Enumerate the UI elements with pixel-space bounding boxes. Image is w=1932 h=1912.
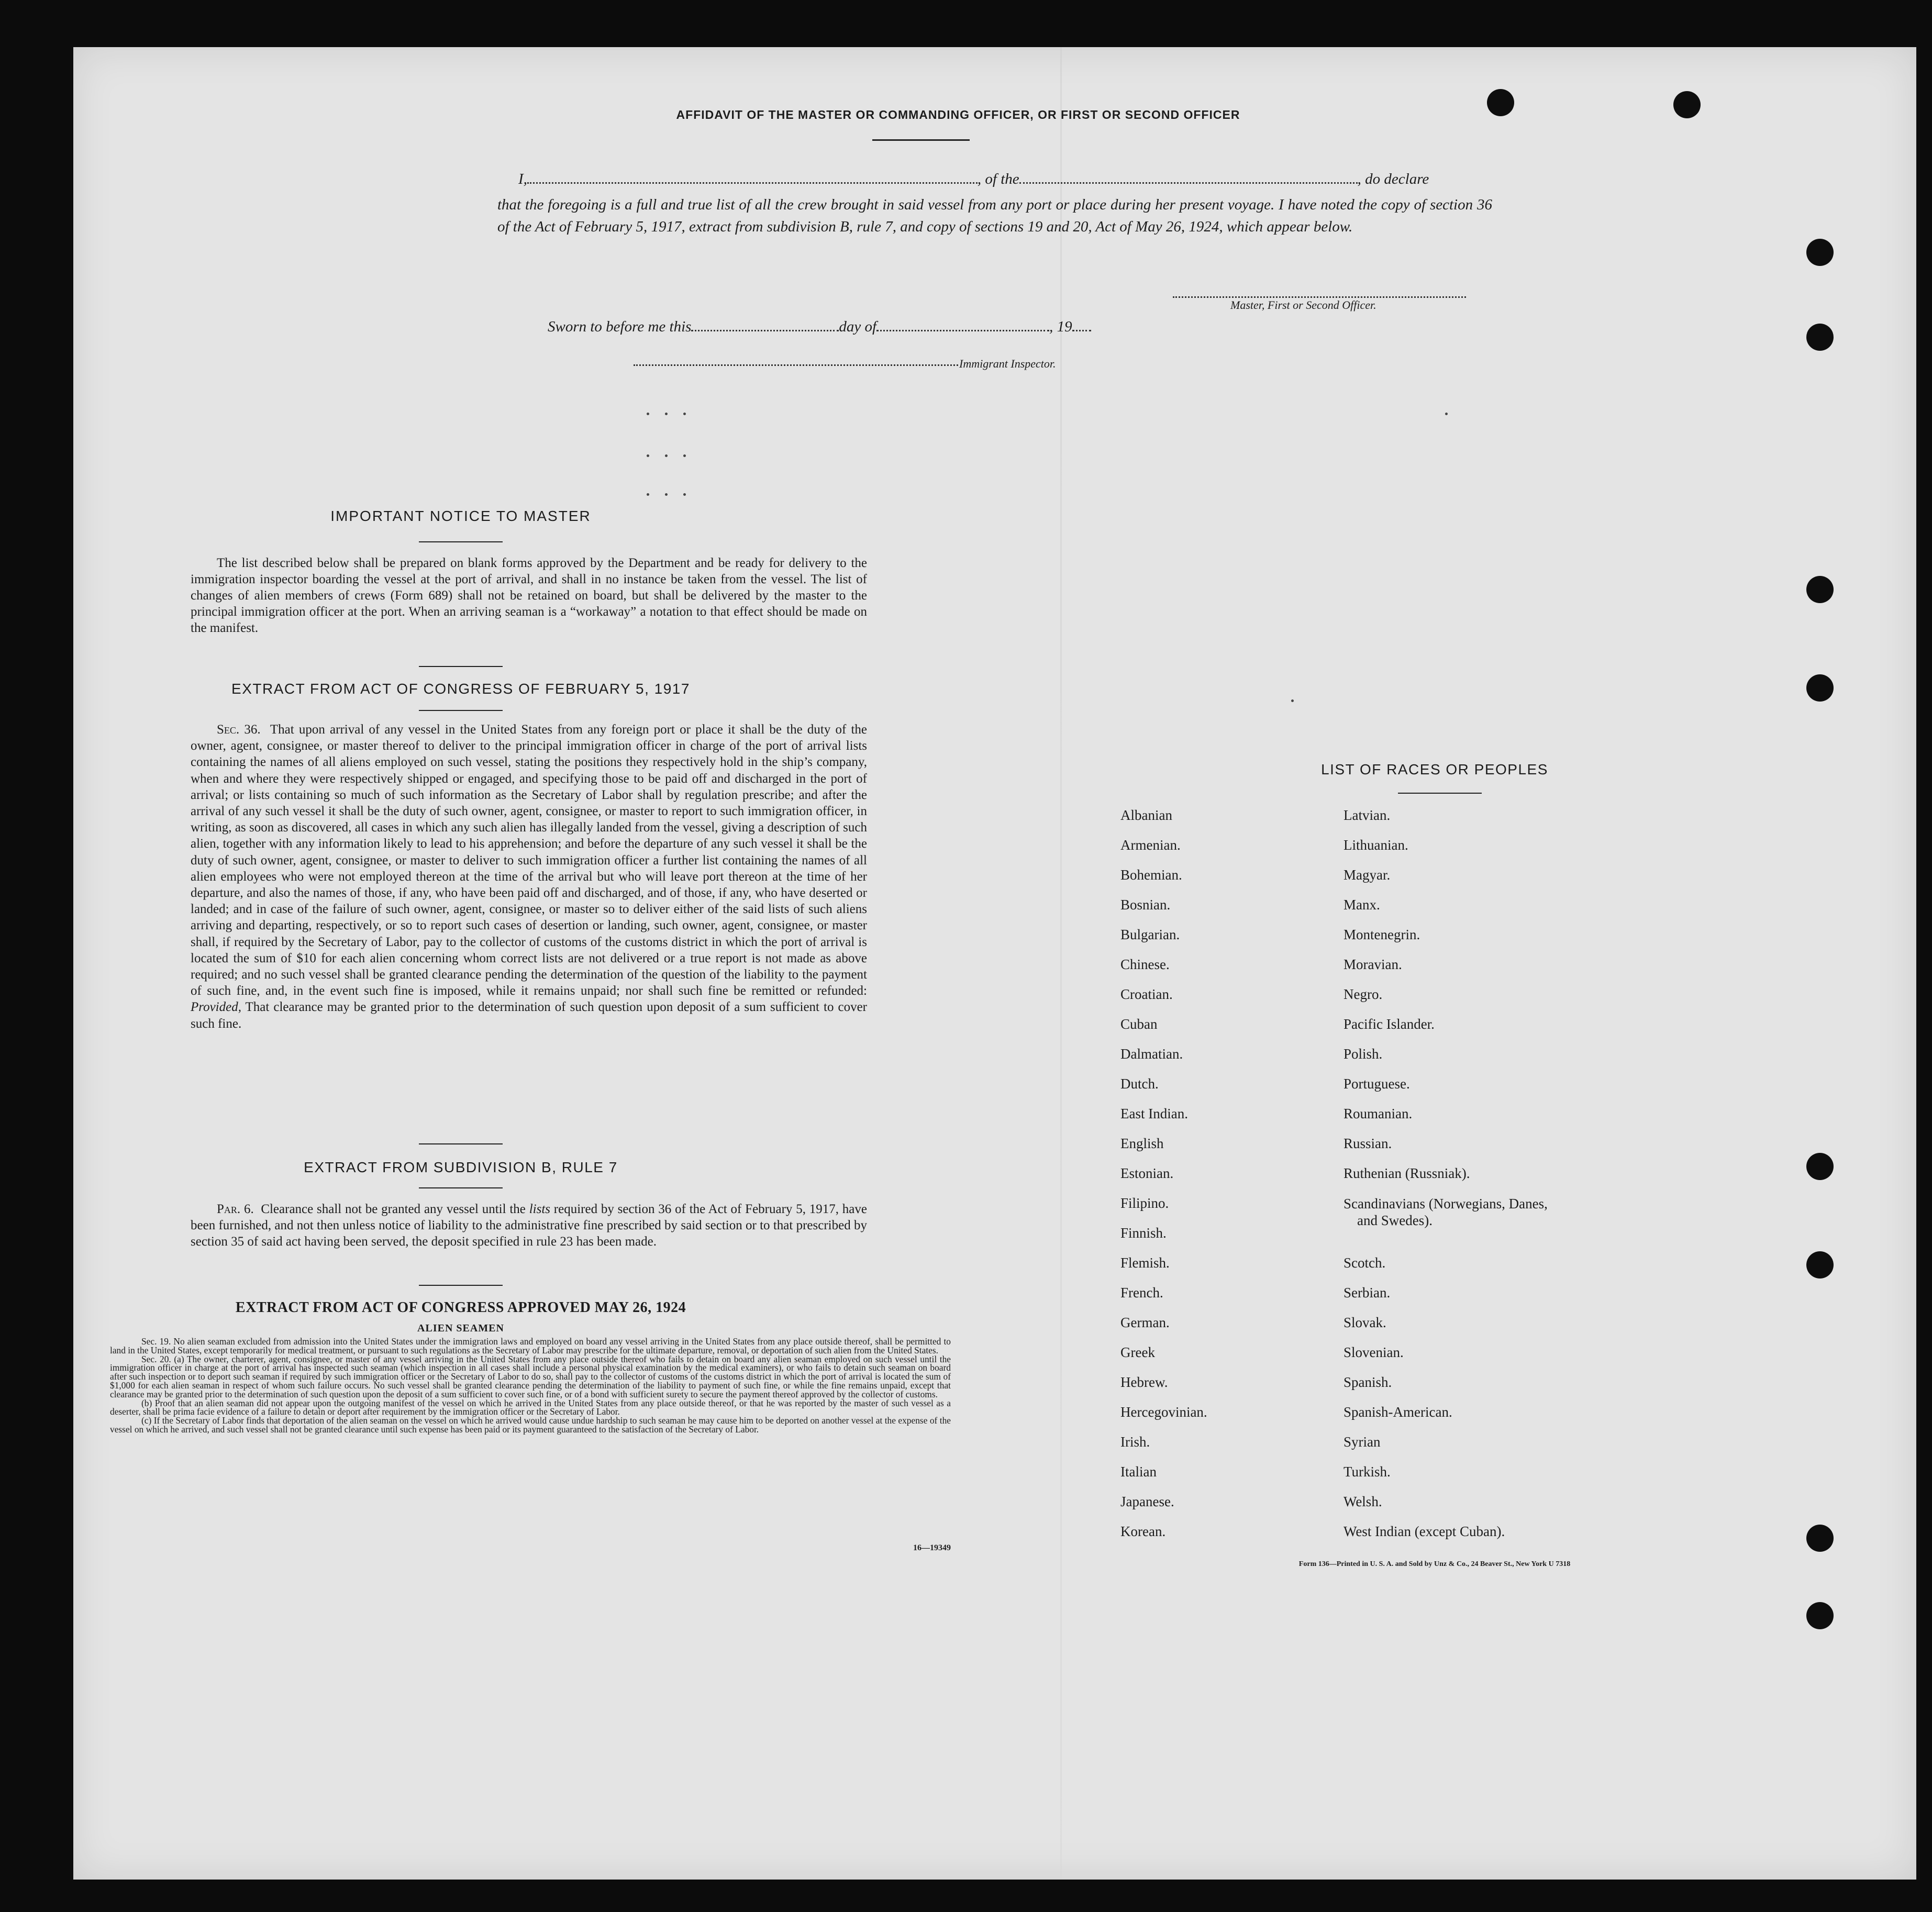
punch-hole <box>1806 1525 1834 1552</box>
notice-heading-rule <box>419 541 503 542</box>
speck-mark <box>665 413 668 415</box>
race-item: Chinese. <box>1120 957 1170 972</box>
race-item: Spanish-American. <box>1343 1404 1452 1420</box>
sec-36-tail: That clearance may be granted prior to the determination of such question upon deposit of a sum sufficient to cover such fine. <box>191 1000 867 1031</box>
punch-hole <box>1806 674 1834 702</box>
race-item: Irish. <box>1120 1434 1150 1450</box>
race-item: Turkish. <box>1343 1464 1391 1480</box>
races-column-2 <box>1343 807 1563 1553</box>
races-heading: LIST OF RACES OR PEOPLES <box>1321 761 1548 777</box>
section-divider <box>419 1285 503 1286</box>
rule7-heading-rule <box>419 1187 503 1188</box>
race-item: Ruthenian (Russniak). <box>1343 1165 1470 1181</box>
rule7-text-b: required by section 36 of the Act of February 5, 1917, have been furnished, and not then unless notice of liability to the administrative fine prescribed by said section or to that prescribed by section 35 of said act having been served, the deposit specified in rule 23 has been made. <box>191 1202 867 1249</box>
race-item: Polish. <box>1343 1046 1383 1062</box>
affidavit-heading: AFFIDAVIT OF THE MASTER OR COMMANDING OFFICER, OR FIRST OR SECOND OFFICER <box>676 108 1240 121</box>
race-item: West Indian (except Cuban). <box>1343 1524 1505 1539</box>
inspector-signature-label: Immigrant Inspector. <box>959 357 1056 370</box>
race-item: Korean. <box>1120 1524 1166 1539</box>
race-item: Montenegrin. <box>1343 927 1420 942</box>
race-item: Finnish. <box>1120 1225 1167 1241</box>
race-item: Lithuanian. <box>1343 837 1408 853</box>
punch-hole <box>1806 324 1834 351</box>
sworn-year-field[interactable] <box>1072 330 1091 331</box>
race-item: Slovak. <box>1343 1315 1386 1330</box>
race-item: Serbian. <box>1343 1285 1391 1300</box>
affidavit-i-label: I, <box>518 171 527 187</box>
race-item: Pacific Islander. <box>1343 1016 1435 1032</box>
speck-mark <box>1445 413 1448 415</box>
races-heading-rule <box>1398 793 1482 794</box>
master-signature-label: Master, First or Second Officer. <box>1230 298 1376 312</box>
speck-mark <box>665 493 668 496</box>
race-item: Estonian. <box>1120 1165 1174 1181</box>
sec-19-text: Sec. 19. No alien seaman excluded from admission into the United States under the immigration laws and employed on board any vessel arriving in the United States from any place outside thereof, shall be permitted to land in the United States, except temporarily for medical treatment, or pursuant to such regulations as the Secretary of Labor may prescribe for the ultimate departure, removal, or deportation of such alien from the United States. <box>110 1336 951 1355</box>
affidavit-body: that the foregoing is a full and true list of all the crew brought in said vessel from any port or place during her present voyage. I have noted the copy of section 36 of the Act of February 5, 1917, extract from subdivision B, rule 7, and copy of sections 19 and 20, Act of May 26, 1924, which appear below. <box>497 196 1492 235</box>
par-6-label: Par. 6. <box>217 1202 254 1216</box>
lists-term: lists <box>529 1202 550 1216</box>
race-item: Japanese. <box>1120 1494 1174 1509</box>
punch-hole <box>1806 1251 1834 1279</box>
punch-hole <box>1806 1153 1834 1180</box>
speck-mark <box>647 454 649 457</box>
alien-seamen-subheading: ALIEN SEAMEN <box>417 1322 504 1334</box>
race-item: Bohemian. <box>1120 867 1182 883</box>
section-divider <box>419 666 503 667</box>
races-column-1 <box>1120 807 1330 1553</box>
race-item: Latvian. <box>1343 807 1391 823</box>
sworn-line <box>548 318 1091 336</box>
affidavit-heading-rule <box>872 139 970 141</box>
document-sheet <box>73 47 1916 1880</box>
race-item: Dalmatian. <box>1120 1046 1183 1062</box>
race-item: Croatian. <box>1120 986 1173 1002</box>
extract-1917-body <box>191 721 867 1032</box>
punch-hole <box>1806 1602 1834 1629</box>
sec-36-label: Sec. 36. <box>217 722 261 737</box>
sec-20c-text: (c) If the Secretary of Labor finds that deportation of the alien seaman on the vessel on which he arrived would cause undue hardship to such seaman he may cause him to be deported on another vessel at the expense of the vessel on which he arrived, and such vessel shall not be granted clearance until such expense has been paid or its payment guaranteed to the satisfaction of the Secretary of Labor. <box>110 1415 951 1435</box>
printer-imprint: Form 136—Printed in U. S. A. and Sold by Unz & Co., 24 Beaver St., New York U 7318 <box>1298 1560 1571 1568</box>
race-item: Bosnian. <box>1120 897 1171 913</box>
speck-mark <box>1291 699 1294 702</box>
year-label: , 19 <box>1049 318 1072 335</box>
notice-body: The list described below shall be prepared on blank forms approved by the Department and be ready for delivery to the immigration inspector boarding the vessel at the port of arrival, and shall in no instance be taken from the vessel. The list of changes of alien members of crews (Form 689) shall not be retained on board, but shall be delivered by the master to the principal immigration officer at the port. When an arriving seaman is a “workaway” a notation to that effect should be made on the manifest. <box>191 556 867 635</box>
race-item: French. <box>1120 1285 1163 1300</box>
race-item: East Indian. <box>1120 1106 1188 1121</box>
speck-mark <box>647 493 649 496</box>
race-item: Roumanian. <box>1343 1106 1413 1121</box>
race-item: Slovenian. <box>1343 1344 1404 1360</box>
race-item: Welsh. <box>1343 1494 1382 1509</box>
speck-mark <box>683 493 686 496</box>
race-item: German. <box>1120 1315 1170 1330</box>
race-item: Negro. <box>1343 986 1383 1002</box>
race-item: Portuguese. <box>1343 1076 1410 1092</box>
do-declare-label: , do declare <box>1357 171 1429 187</box>
punch-hole <box>1673 91 1701 118</box>
sworn-date-field[interactable] <box>691 330 839 331</box>
extract-1924-heading: EXTRACT FROM ACT OF CONGRESS APPROVED MAY 26, 1924 <box>235 1299 686 1316</box>
master-signature-line[interactable] <box>1173 291 1466 298</box>
rule7-text-a: Clearance shall not be granted any vessel until the <box>261 1202 526 1216</box>
race-item: Armenian. <box>1120 837 1181 853</box>
speck-mark <box>665 454 668 457</box>
day-of-label: day of <box>839 318 877 335</box>
speck-mark <box>647 413 649 415</box>
extract-1917-heading-rule <box>419 710 503 711</box>
sec-20a-text: Sec. 20. (a) The owner, charterer, agent, consignee, or master of any vessel arriving in the United States from any place outside thereof who fails to detain on board any alien seaman employed on such vessel until the immigration officer in charge at the port of arrival has inspected such seaman (which inspection in all cases shall include a personal physical examination by the medical examiners), or who fails to detain such seaman on board after such inspection or to deport such seaman if required by such immigration officer or the Secretary of Labor to do so, shall pay to the collector of customs of the customs district in which the port of arrival is located the sum of $1,000 for each alien seaman in respect of whom such failure occurs. No such vessel shall be granted clearance pending the determination of the liability to payment of such fine, or while the fine remains unpaid, except that clearance may be granted prior to the determination of such question upon the deposit of a sum sufficient to cover such fine, or of a bond with sufficient surety to secure the payment thereof approved by the collector of customs. <box>110 1353 951 1399</box>
punch-hole <box>1806 239 1834 266</box>
race-item: Bulgarian. <box>1120 927 1180 942</box>
rule7-heading: EXTRACT FROM SUBDIVISION B, RULE 7 <box>304 1159 618 1175</box>
race-item: Flemish. <box>1120 1255 1170 1271</box>
race-item: Syrian <box>1343 1434 1381 1450</box>
vessel-name-field[interactable] <box>1019 182 1358 184</box>
race-item: Filipino. <box>1120 1195 1169 1211</box>
race-item: Russian. <box>1343 1136 1392 1151</box>
race-item: Hercegovinian. <box>1120 1404 1207 1420</box>
section-divider <box>419 1143 503 1144</box>
race-item: English <box>1120 1136 1164 1151</box>
sworn-label: Sworn to before me this <box>548 318 692 335</box>
race-item: Albanian <box>1120 807 1172 823</box>
race-item: Moravian. <box>1343 957 1402 972</box>
affidavit-declaration-line <box>471 171 1497 188</box>
race-item: Cuban <box>1120 1016 1158 1032</box>
race-item: Manx. <box>1343 897 1380 913</box>
master-name-field[interactable] <box>527 182 978 184</box>
race-item: Magyar. <box>1343 867 1391 883</box>
race-item: Dutch. <box>1120 1076 1159 1092</box>
punch-hole <box>1806 576 1834 603</box>
extract-1917-heading: EXTRACT FROM ACT OF CONGRESS OF FEBRUARY 5, 1917 <box>231 681 690 697</box>
extract-1924-body <box>110 1337 951 1434</box>
race-item: Scotch. <box>1343 1255 1386 1271</box>
sec-20b-text: (b) Proof that an alien seaman did not appear upon the outgoing manifest of the vessel on which he arrived in the United States from any place outside thereof, or that he was reported by the master of such vessel as a deserter, shall be prima facie evidence of a failure to detain or deport after requirement by the immigration officer or the Secretary of Labor. <box>110 1397 951 1417</box>
punch-hole <box>1487 89 1514 116</box>
race-item: Spanish. <box>1343 1374 1392 1390</box>
race-item: Scandinavians (Norwegians, Danes, and Swedes). <box>1343 1196 1548 1228</box>
speck-mark <box>683 454 686 457</box>
race-item: Italian <box>1120 1464 1157 1480</box>
inspector-signature-line[interactable] <box>634 359 958 366</box>
speck-mark <box>683 413 686 415</box>
race-item: Greek <box>1120 1344 1155 1360</box>
sec-36-text: That upon arrival of any vessel in the United States from any foreign port or place it shall be the duty of the owner, agent, consignee, or master thereof to deliver to the principal immigration officer in charge of the port of arrival lists containing the names of all aliens employed on such vessel, stating the positions they respectively hold in the ship’s company, when and where they were respectively shipped or engaged, and specifying those to be paid off and discharged in the port of arrival; or lists containing so much of such information as the Secretary of Labor shall by regulation prescribe; and after the arrival of any such vessel it shall be the duty of such owner, agent, consignee, or master to report to such immigration officer, in writing, as soon as discovered, all cases in which any such alien has illegally landed from the vessel, giving a description of such alien, together with any information likely to lead to his apprehension; and before the departure of any such vessel it shall be the duty of such owner, agent, consignee, or master to deliver to such immigration officer a further list containing the names of all alien employees who were not employed thereon at the time of the arrival but who will leave port thereon at the time of her departure, and also the names of those, if any, who have been paid off and discharged, and of those, if any, who have deserted or landed; and in case of the failure of such owner, agent, consignee, or master so to deliver either of the said lists of such aliens arriving and departing, respectively, or so to report such cases of desertion or landing, such owner, agent, consignee, or master shall, if required by the Secretary of Labor, pay to the collector of customs of the customs district in which the port of arrival is located the sum of $10 for each alien concerning whom correct lists are not delivered or a true report is not made as above required; and no such vessel shall be granted clearance pending the determination of the question of the liability to the payment of such fine, and, in the event such fine is imposed, while it remains unpaid; nor shall such fine be remitted or refunded: <box>191 722 868 998</box>
form-code: 16—19349 <box>913 1543 951 1552</box>
of-the-label: , of the <box>977 171 1019 187</box>
provided-label: Provided, <box>191 1000 241 1015</box>
rule7-body <box>191 1201 867 1250</box>
sworn-month-field[interactable] <box>876 330 1049 331</box>
notice-heading: IMPORTANT NOTICE TO MASTER <box>330 508 591 524</box>
race-item: Hebrew. <box>1120 1374 1168 1390</box>
